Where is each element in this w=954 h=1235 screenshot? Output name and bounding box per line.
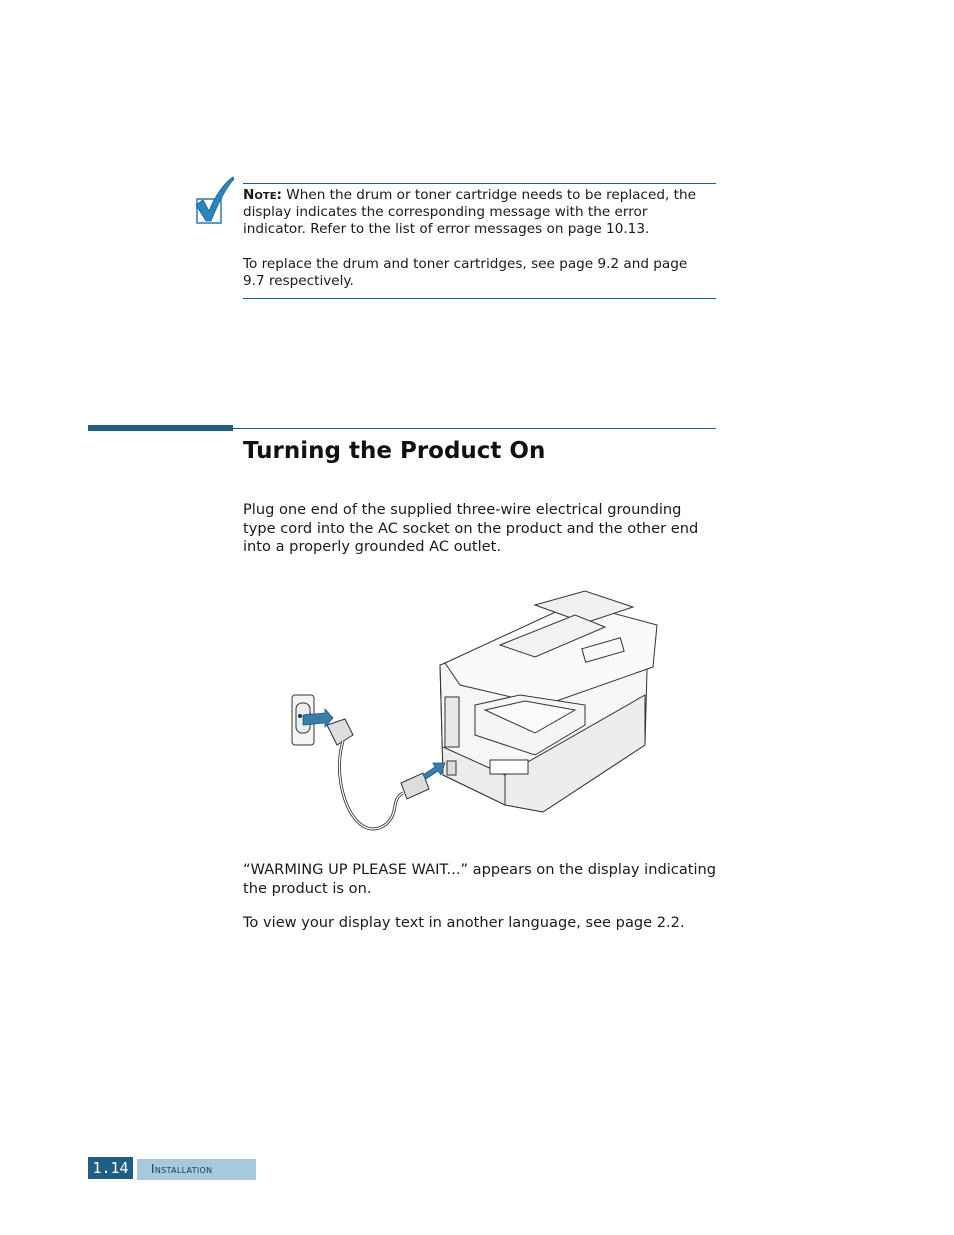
note-text-2: To replace the drum and toner cartridges, see page 9.2 and page 9.7 respectively. <box>243 256 688 289</box>
section-bar <box>88 425 233 431</box>
note-bottom-rule <box>243 298 716 299</box>
note-label: Note: <box>243 187 282 203</box>
section-rule <box>233 428 716 429</box>
section-name: Installation <box>137 1159 256 1180</box>
body-paragraph-3: To view your display text in another language, see page 2.2. <box>243 914 685 931</box>
printer-power-cord-illustration <box>285 585 665 837</box>
note-paragraph-1 <box>243 187 713 238</box>
note-top-rule <box>243 183 716 184</box>
page-number: 1.14 <box>88 1157 133 1179</box>
checkmark-icon <box>193 175 235 227</box>
body-paragraph-1: Plug one end of the supplied three-wire electrical grounding type cord into the AC socket on the product and the other end into a properly grounded AC outlet. <box>243 501 699 556</box>
body-paragraph-2: “WARMING UP PLEASE WAIT...” appears on the display indicating the product is on. <box>243 861 717 897</box>
section-title: Turning the Product On <box>243 438 546 464</box>
note-block <box>243 187 713 290</box>
note-text-1: When the drum or toner cartridge needs to be replaced, the display indicates the corresponding message with the error indicator. Refer to the list of error messages on page 10.13. <box>243 187 696 237</box>
